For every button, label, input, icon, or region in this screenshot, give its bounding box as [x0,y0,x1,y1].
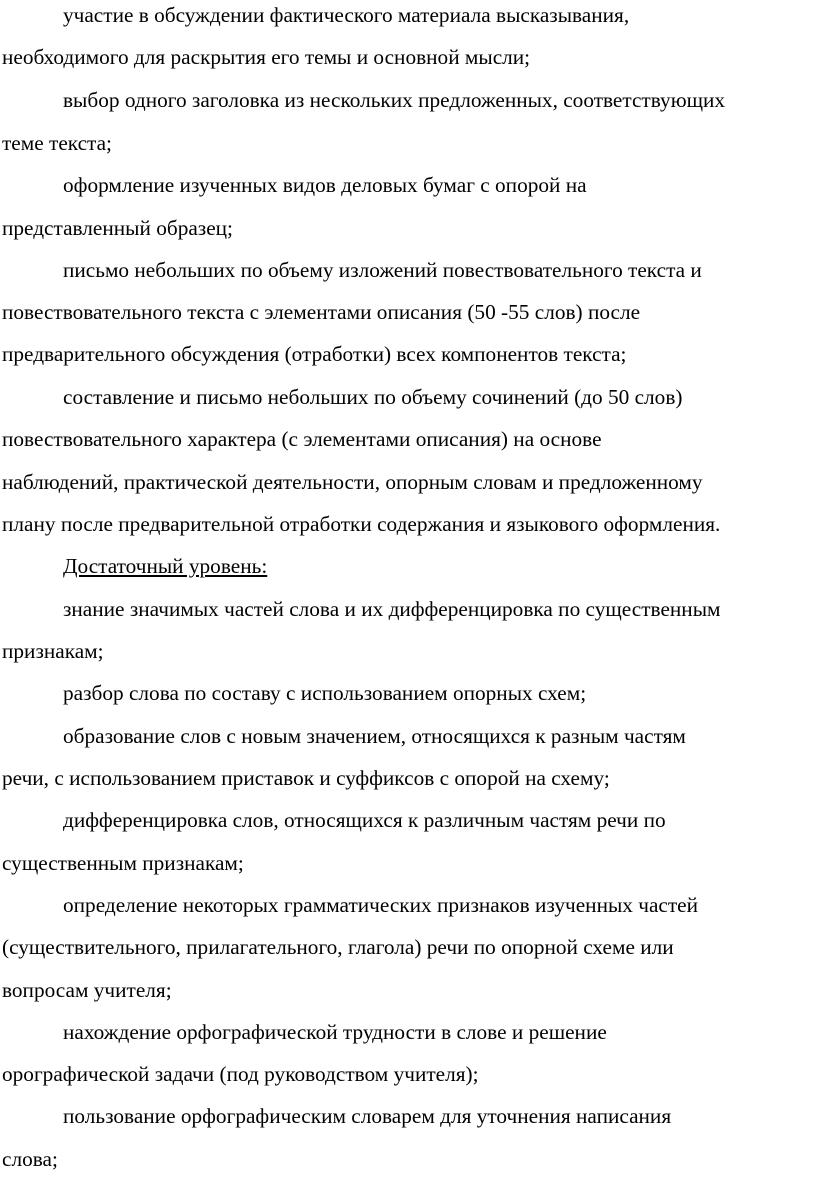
text-line: признакам; [2,639,104,663]
text-line: речи, с использованием приставок и суффиксов с опорой на схему; [2,766,610,790]
text-line: предварительного обсуждения (отработки) всех компонентов текста; [2,342,627,366]
text-line: участие в обсуждении фактического материала высказывания, [63,3,630,27]
text-line: повествовательного текста с элементами описания (50 -55 слов) после [2,300,641,324]
text-line: дифференцировка слов, относящихся к различным частям речи по [63,808,666,832]
text-line: знание значимых частей слова и их дифференцировка по существенным [63,597,721,621]
text-line: (существительного, прилагательного, глагола) речи по опорной схеме или [2,935,674,959]
text-line: нахождение орфографической трудности в слове и решение [63,1020,607,1044]
text-line: плану после предварительной отработки содержания и языкового оформления. [2,512,721,536]
text-line: существенным признакам; [2,851,244,875]
text-line: выбор одного заголовка из нескольких предложенных, соответствующих [63,88,726,112]
text-line: пользование орфографическим словарем для уточнения написания [63,1104,672,1128]
text-line: теме текста; [2,131,112,155]
text-line: повествовательного характера (с элементами описания) на основе [2,427,602,451]
text-line: орографической задачи (под руководством учителя); [2,1062,479,1086]
text-line: определение некоторых грамматических признаков изученных частей [63,893,699,917]
text-line: необходимого для раскрытия его темы и основной мысли; [2,45,531,69]
text-line: составление и письмо небольших по объему сочинений (до 50 слов) [63,385,683,409]
text-line: представленный образец; [2,216,233,240]
text-line: образование слов с новым значением, относящихся к разным частям [63,724,686,748]
text-line: вопросам учителя; [2,978,172,1002]
section-heading: Достаточный уровень: [63,554,268,578]
text-line: слова; [2,1147,58,1171]
text-line: наблюдений, практической деятельности, опорным словам и предложенному [2,470,703,494]
text-line: разбор слова по составу с использованием опорных схем; [63,681,587,705]
text-line: письмо небольших по объему изложений повествовательного текста и [63,258,702,282]
text-line: оформление изученных видов деловых бумаг с опорой на [63,173,587,197]
